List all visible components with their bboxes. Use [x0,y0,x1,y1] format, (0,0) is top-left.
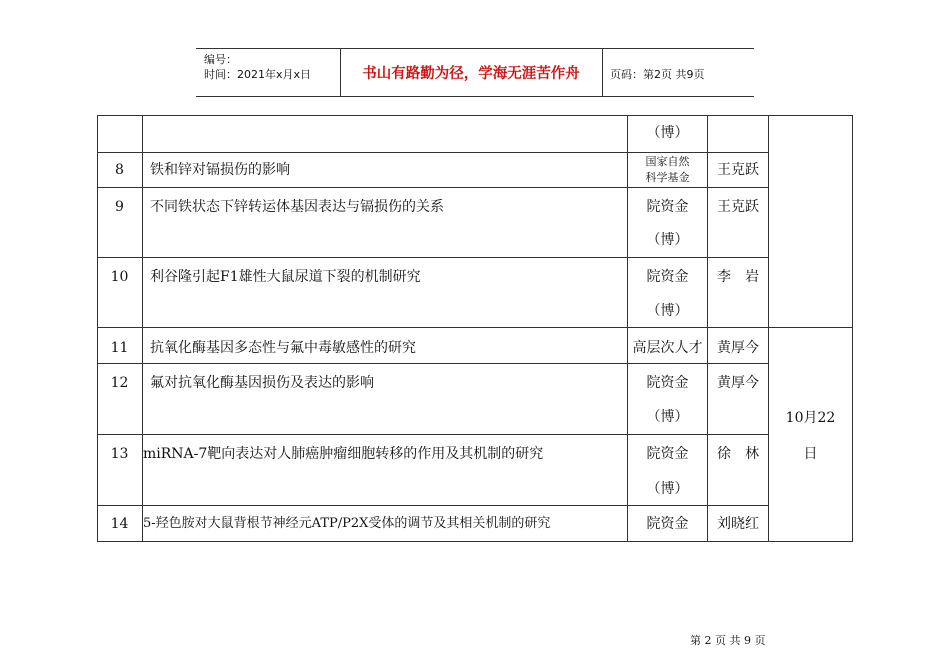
header-bottom-rule [196,96,754,97]
time-label: 时间：2021年x月x日 [204,68,312,81]
header-divider [602,48,603,96]
row-number: 8 [115,162,124,178]
person-cell: 黄厚今 [717,375,759,391]
row-divider [97,257,769,258]
row-divider [97,363,769,364]
row-number: 10 [110,269,129,285]
date-cell: 10月22 [785,410,836,426]
page-label: 页码：第2页 共9页 [610,68,705,81]
fund-cell: 科学基金 [645,171,690,184]
fund-cell: 院资金 [646,199,689,215]
header-top-rule [196,48,754,49]
motto: 书山有路勤为径，学海无涯苦作舟 [362,66,580,82]
fund-cell: （博） [646,125,689,141]
person-cell: 黄厚今 [717,340,759,356]
row-number: 12 [110,375,129,391]
fund-cell: 院资金 [646,446,689,462]
row-number: 9 [115,199,124,215]
person-cell: 刘晓红 [717,516,759,532]
project-title: 抗氧化酶基因多态性与氟中毒敏感性的研究 [150,340,416,356]
column-divider [768,115,769,542]
row-number: 14 [110,516,129,532]
column-divider [707,115,708,542]
fund-cell: 国家自然 [645,155,690,168]
fund-cell: （博） [646,303,689,319]
row-divider [97,152,769,153]
fund-cell: 院资金 [646,269,689,285]
row-divider [97,187,769,188]
column-divider [142,115,143,542]
fund-cell: （博） [646,409,689,425]
table-border [97,115,853,116]
fund-cell: （博） [646,232,689,248]
row-divider [97,434,769,435]
project-title: 利谷隆引起F1雄性大鼠尿道下裂的机制研究 [150,269,421,285]
project-table [97,115,853,542]
project-title: 铁和锌对镉损伤的影响 [150,162,290,178]
page-footer: 第 2 页 共 9 页 [690,634,766,647]
fund-cell: 院资金 [646,516,689,532]
row-divider [97,327,853,328]
number-label: 编号： [204,53,237,66]
date-cell: 日 [803,446,818,462]
person-cell: 徐 林 [717,446,759,462]
fund-cell: 高层次人才 [632,340,703,356]
project-title: 5-羟色胺对大鼠背根节神经元ATP/P2X受体的调节及其相关机制的研究 [143,516,551,531]
fund-cell: （博） [646,481,689,497]
row-number: 13 [110,446,129,462]
project-title: miRNA-7靶向表达对人肺癌肿瘤细胞转移的作用及其机制的研究 [143,446,544,462]
row-number: 11 [110,340,129,356]
person-cell: 李 岩 [717,269,759,285]
project-title: 氟对抗氧化酶基因损伤及表达的影响 [150,375,374,391]
table-border [852,115,853,542]
person-cell: 王克跃 [717,162,759,178]
row-divider [97,505,769,506]
project-title: 不同铁状态下锌转运体基因表达与镉损伤的关系 [150,199,444,215]
person-cell: 王克跃 [717,199,759,215]
fund-cell: 院资金 [646,375,689,391]
table-border [97,541,853,542]
table-border [97,115,98,542]
